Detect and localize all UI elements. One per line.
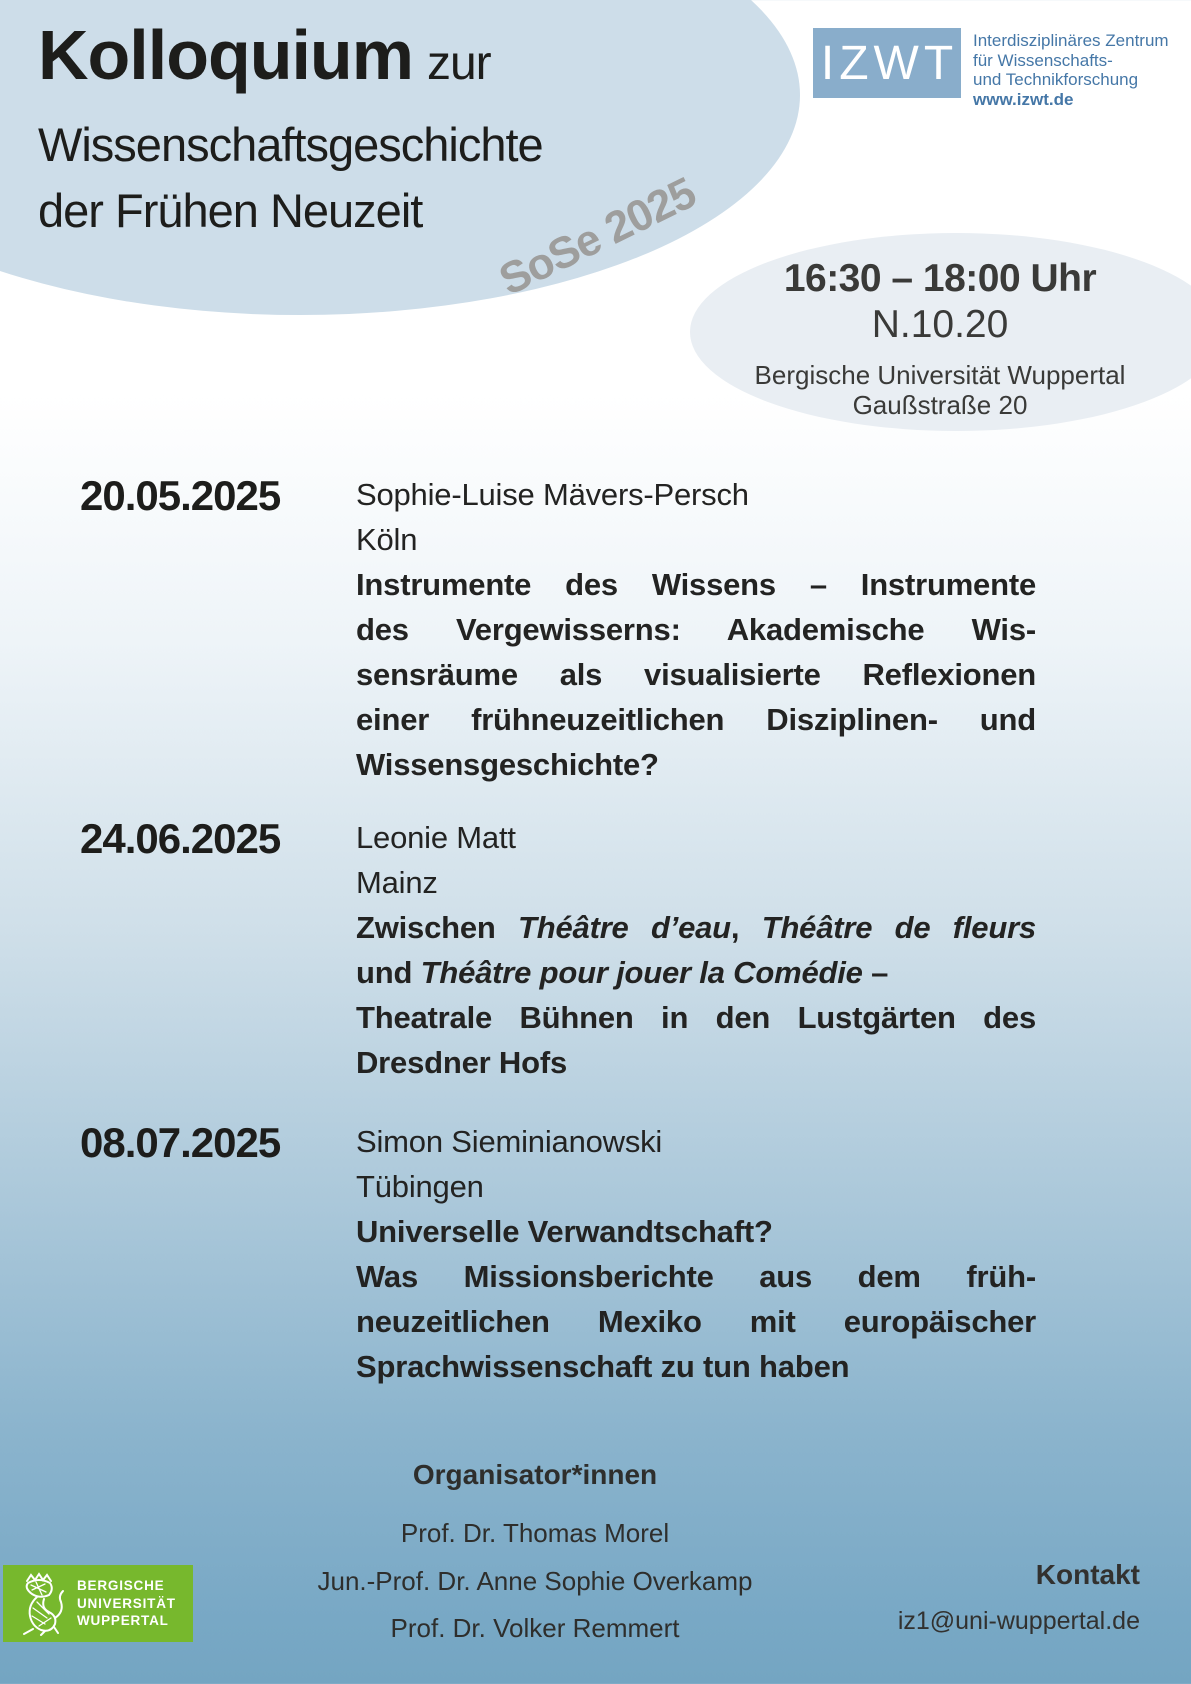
talk-title-line: Dresdner Hofs: [356, 1045, 568, 1080]
title-line-3: der Frühen Neuzeit: [38, 184, 423, 237]
talk-title-line: sensräume als visualisierte Reflexionen: [356, 657, 1036, 692]
talk-title-line: Sprachwissenschaft zu tun haben: [356, 1349, 850, 1384]
session-street: Gaußstraße 20: [852, 390, 1028, 420]
event-date: 20.05.2025: [80, 472, 281, 519]
talk-title-line: Instrumente des Wissens – Instrumente: [356, 567, 1036, 602]
talk-title-line: neuzeitlichen Mexiko mit europäischer: [356, 1304, 1036, 1339]
university-logo-line: WUPPERTAL: [77, 1613, 169, 1629]
talk-title-line: einer frühneuzeitlichen Disziplinen- und: [356, 702, 1036, 737]
talk-title-line: Zwischen Théâtre d’eau, Théâtre de fleurs: [356, 910, 1036, 945]
izwt-logo: [813, 28, 961, 98]
organizer-name: Prof. Dr. Thomas Morel: [400, 1518, 670, 1548]
speaker-city: Köln: [356, 522, 418, 557]
speaker-name: Sophie-Luise Mävers-Persch: [356, 477, 749, 512]
university-logo-line: BERGISCHE: [77, 1578, 165, 1594]
title-line-2: Wissenschaftsgeschichte: [38, 118, 543, 171]
session-time: 16:30 – 18:00 Uhr: [783, 257, 1097, 300]
semester-badge: SoSe 2025: [491, 168, 703, 305]
izwt-website: www.izwt.de: [973, 89, 1074, 109]
title-word-zur: zur: [426, 37, 491, 90]
talk-title-line: des Vergewisserns: Akademische Wis-: [356, 612, 1036, 647]
university-lion-icon: [11, 1572, 69, 1636]
contact-heading: Kontakt: [1035, 1559, 1140, 1590]
session-info: [700, 256, 1180, 420]
contact-email: iz1@uni-wuppertal.de: [897, 1607, 1140, 1635]
talk-title-line: Was Missionsberichte aus dem früh-: [356, 1259, 1036, 1294]
university-logo: [3, 1565, 193, 1642]
talk-title-line: und Théâtre pour jouer la Comédie –: [356, 955, 889, 990]
speaker-name: Leonie Matt: [356, 820, 516, 855]
session-university: Bergische Universität Wuppertal: [754, 360, 1126, 390]
contact-section: [898, 1560, 1140, 1636]
izwt-org-line: Interdisziplinäres Zentrum: [973, 31, 1169, 50]
university-logo-line: UNIVERSITÄT: [77, 1595, 176, 1611]
event-row: [80, 815, 1036, 1085]
izwt-org-line: für Wissenschafts-: [973, 50, 1113, 70]
izwt-logo-text: IZWT: [820, 36, 959, 90]
event-row: [80, 472, 1036, 787]
izwt-org-line: und Technikforschung: [973, 70, 1139, 89]
organizers-heading: Organisator*innen: [412, 1459, 658, 1490]
speaker-city: Mainz: [356, 865, 438, 900]
talk-title-line: Universelle Verwandtschaft?: [356, 1214, 773, 1249]
poster-title: [38, 18, 543, 244]
university-logo-text: [77, 1577, 176, 1630]
organizer-name: Jun.-Prof. Dr. Anne Sophie Overkamp: [317, 1565, 753, 1596]
speaker-name: Simon Sieminianowski: [356, 1124, 663, 1159]
event-date: 24.06.2025: [80, 815, 281, 862]
organizers-section: [285, 1458, 785, 1653]
talk-title-line: Theatrale Bühnen in den Lustgärten des: [356, 1000, 1036, 1035]
event-date: 08.07.2025: [80, 1119, 281, 1166]
organizer-name: Prof. Dr. Volker Remmert: [390, 1613, 680, 1643]
talk-title-line: Wissensgeschichte?: [356, 747, 659, 782]
session-room: N.10.20: [871, 303, 1009, 346]
izwt-org-text: [973, 31, 1169, 109]
speaker-city: Tübingen: [356, 1169, 484, 1204]
event-row: [80, 1119, 1036, 1389]
title-word-kolloquium: Kolloquium: [38, 16, 413, 94]
